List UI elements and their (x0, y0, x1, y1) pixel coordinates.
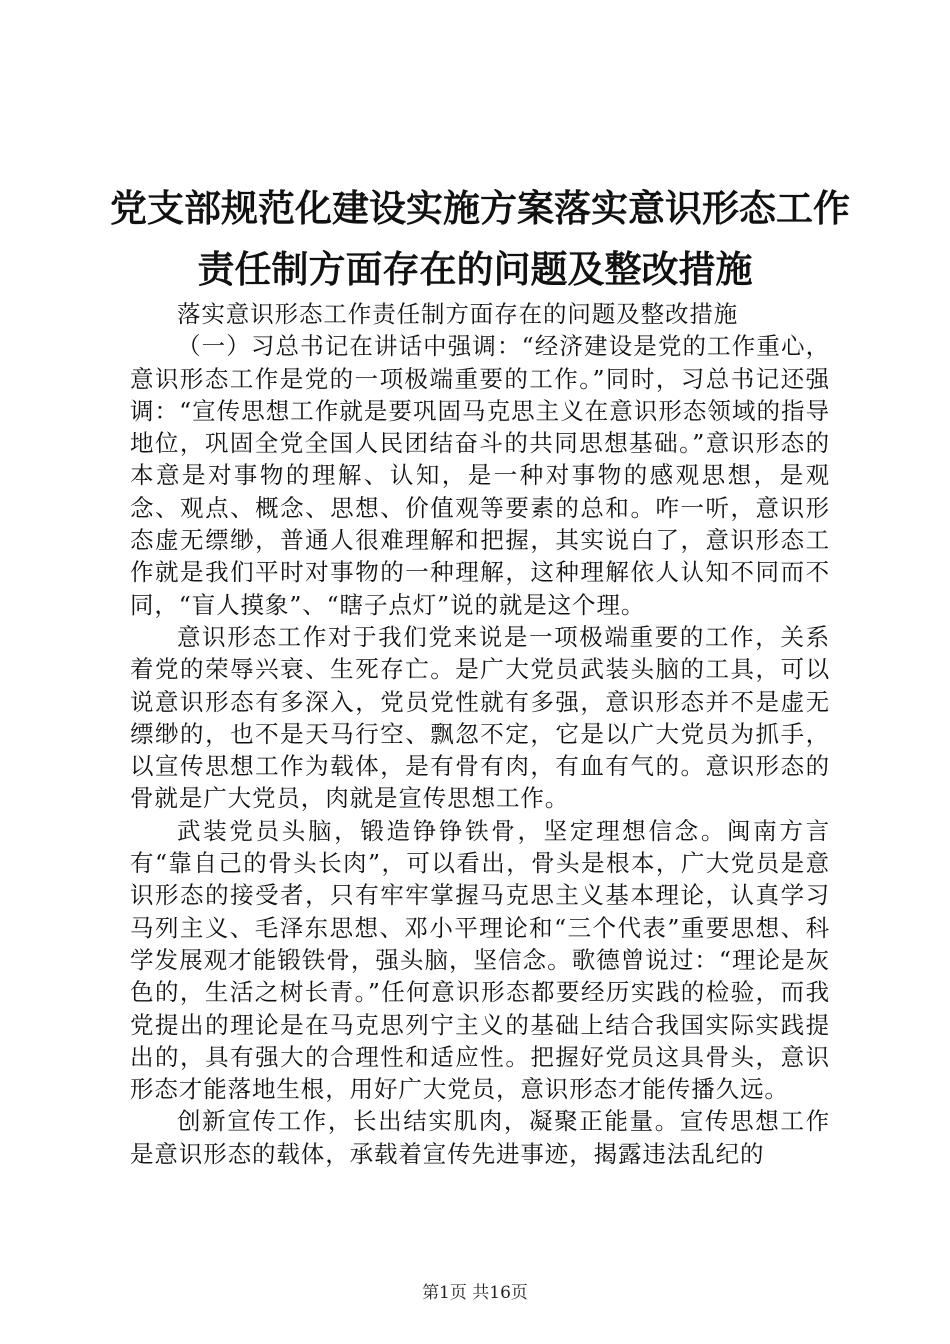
page-number-footer: 第1页 共16页 (422, 1283, 528, 1303)
body-paragraph: 创新宣传工作，长出结实肌肉，凝聚正能量。宣传思想工作是意识形态的载体，承载着宣传先进事迹，揭露违法乱纪的 (130, 1107, 830, 1168)
body-paragraph: （一）习总书记在讲话中强调：“经济建设是党的工作重心，意识形态工作是党的一项极端重要的工作。”同时，习总书记还强调：“宣传思想工作就是要巩固马克思主义在意识形态领域的指导地位，巩固全党全国人民团结奋斗的共同思想基础。”意识形态的本意是对事物的理解、认知，是一种对事物的感观思想，是观念、观点、概念、思想、价值观等要素的总和。咋一听，意识形态虚无缥缈，普通人很难理解和把握，其实说白了，意识形态工作就是我们平时对事物的一种理解，这种理解依人认知不同而不同，“盲人摸象”、“瞎子点灯”说的就是这个理。 (130, 332, 830, 619)
document-body (130, 298, 830, 1170)
body-paragraph: 意识形态工作对于我们党来说是一项极端重要的工作，关系着党的荣辱兴衰、生死存亡。是广大党员武装头脑的工具，可以说意识形态有多深入，党员党性就有多强，意识形态并不是虚无缥缈的，也不是天马行空、飘忽不定，它是以广大党员为抓手，以宣传思想工作为载体，是有骨有肉，有血有气的。意识形态的骨就是广大党员，肉就是宣传思想工作。 (130, 622, 830, 813)
body-paragraph: 落实意识形态工作责任制方面存在的问题及整改措施 (177, 300, 739, 328)
body-paragraph: 武装党员头脑，锻造铮铮铁骨，坚定理想信念。闽南方言有“靠自己的骨头长肉”，可以看出，骨头是根本，广大党员是意识形态的接受者，只有牢牢掌握马克思主义基本理论，认真学习马列主义、毛泽东思想、邓小平理论和“三个代表”重要思想、科学发展观才能锻铁骨，强头脑，坚信念。歌德曾说过：“理论是灰色的，生活之树长青。”任何意识形态都要经历实践的检验，而我党提出的理论是在马克思列宁主义的基础上结合我国实际实践提出的，具有强大的合理性和适应性。把握好党员这具骨头，意识形态才能落地生根，用好广大党员，意识形态才能传播久远。 (130, 816, 830, 1104)
document-title-line-2: 责任制方面存在的问题及整改措施 (197, 247, 753, 291)
document-title-line-1: 党支部规范化建设实施方案落实意识形态工作 (110, 186, 850, 230)
